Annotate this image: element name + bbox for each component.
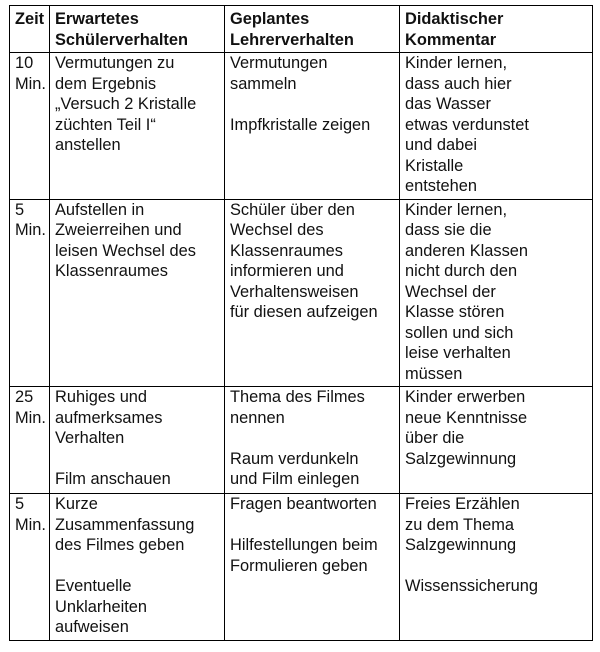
cell-schuelerverhalten (50, 494, 225, 641)
cell-line: züchten Teil I“ (55, 115, 156, 134)
cell-line: zu dem Thema (405, 515, 515, 534)
cell-kommentar (400, 494, 593, 641)
cell-line: leise verhalten (405, 344, 511, 362)
paragraph-gap (405, 556, 588, 577)
cell-line: Salzgewinnung (405, 536, 517, 554)
cell-line: und dabei (405, 136, 478, 154)
cell-line: 5 (15, 200, 25, 219)
cell-line: Zweierreihen und (55, 221, 182, 239)
cell-line: das Wasser (405, 95, 491, 113)
table-row (10, 387, 593, 494)
cell-line: sollen und sich (405, 323, 514, 342)
cell-line: Formulieren geben (230, 556, 368, 575)
cell-line: Freies Erzählen (405, 495, 520, 513)
cell-line: Vermutungen zu (55, 54, 175, 72)
header-schuelerverhalten: Erwartetes Schülerverhalten (50, 6, 225, 53)
paragraph-gap (230, 94, 395, 115)
cell-line: aufweisen (55, 618, 129, 636)
cell-line: Eventuelle (55, 577, 132, 595)
cell-line: Impfkristalle zeigen (230, 115, 371, 134)
cell-line: Thema des Filmes (230, 388, 365, 406)
cell-line: müssen (405, 364, 463, 383)
paragraph-gap (230, 428, 395, 449)
cell-line: Schüler über den (230, 200, 355, 219)
cell-line: Min. (15, 515, 46, 534)
cell-line: Verhalten (55, 429, 125, 447)
cell-line: sammeln (230, 74, 297, 93)
cell-line: Kinder lernen, (405, 54, 508, 72)
cell-line: Zusammenfassung (55, 515, 195, 534)
cell-line: über die (405, 429, 465, 447)
cell-line: Klasse stören (405, 303, 505, 321)
cell-line: für diesen aufzeigen (230, 303, 378, 321)
cell-line: Ruhiges und (55, 388, 148, 406)
cell-kommentar (400, 53, 593, 200)
cell-line: Hilfestellungen beim (230, 536, 378, 554)
header-zeit: Zeit (10, 6, 50, 53)
cell-line: Klassenraumes (55, 262, 168, 280)
lesson-plan-table (9, 5, 593, 641)
cell-line: Min. (15, 408, 46, 427)
cell-line: Vermutungen (230, 54, 328, 72)
cell-line: Salzgewinnung (405, 449, 517, 468)
cell-line: Wechsel der (405, 282, 496, 301)
cell-line: Aufstellen in (55, 200, 145, 219)
cell-line: des Filmes geben (55, 536, 185, 554)
table-row (10, 494, 593, 641)
cell-line: neue Kenntnisse (405, 408, 528, 427)
cell-line: 10 (15, 54, 34, 72)
cell-line: aufmerksames (55, 408, 163, 427)
cell-lehrerverhalten (225, 387, 400, 494)
paragraph-gap (230, 515, 395, 536)
paragraph-gap (55, 556, 220, 577)
cell-lehrerverhalten (225, 494, 400, 641)
table-row (10, 53, 593, 200)
cell-line: anderen Klassen (405, 241, 529, 260)
cell-zeit (10, 53, 50, 200)
cell-line: Min. (15, 221, 46, 239)
cell-line: Kinder lernen, (405, 200, 508, 219)
cell-line: 5 (15, 495, 25, 513)
cell-kommentar (400, 199, 593, 387)
cell-lehrerverhalten (225, 53, 400, 200)
cell-line: dass auch hier (405, 74, 512, 93)
cell-schuelerverhalten (50, 199, 225, 387)
paragraph-gap (55, 449, 220, 470)
cell-line: nennen (230, 408, 285, 427)
header-kommentar: Didaktischer Kommentar (400, 6, 593, 53)
cell-line: Kinder erwerben (405, 388, 526, 406)
cell-line: leisen Wechsel des (55, 241, 196, 260)
cell-line: etwas verdunstet (405, 115, 529, 134)
cell-line: dass sie die (405, 221, 492, 239)
cell-line: anstellen (55, 136, 121, 154)
cell-zeit (10, 199, 50, 387)
cell-line: Wechsel des (230, 221, 324, 239)
cell-lehrerverhalten (225, 199, 400, 387)
cell-line: „Versuch 2 Kristalle (55, 95, 197, 113)
cell-line: und Film einlegen (230, 470, 360, 488)
cell-line: Wissenssicherung (405, 577, 538, 595)
cell-line: Klassenraumes (230, 241, 343, 260)
header-lehrerverhalten: Geplantes Lehrerverhalten (225, 6, 400, 53)
cell-line: Film anschauen (55, 470, 171, 488)
cell-kommentar (400, 387, 593, 494)
cell-line: Kurze (55, 495, 98, 513)
cell-line: nicht durch den (405, 262, 518, 280)
header-row (10, 6, 593, 53)
cell-line: informieren und (230, 262, 344, 280)
cell-line: dem Ergebnis (55, 74, 157, 93)
cell-schuelerverhalten (50, 387, 225, 494)
cell-line: Min. (15, 74, 46, 93)
cell-schuelerverhalten (50, 53, 225, 200)
cell-line: Raum verdunkeln (230, 449, 359, 468)
cell-zeit (10, 387, 50, 494)
table-row (10, 199, 593, 387)
cell-zeit (10, 494, 50, 641)
cell-line: Kristalle (405, 156, 464, 175)
cell-line: Unklarheiten (55, 597, 148, 616)
cell-line: Verhaltensweisen (230, 282, 359, 301)
cell-line: Fragen beantworten (230, 495, 377, 513)
cell-line: 25 (15, 388, 34, 406)
cell-line: entstehen (405, 177, 477, 195)
